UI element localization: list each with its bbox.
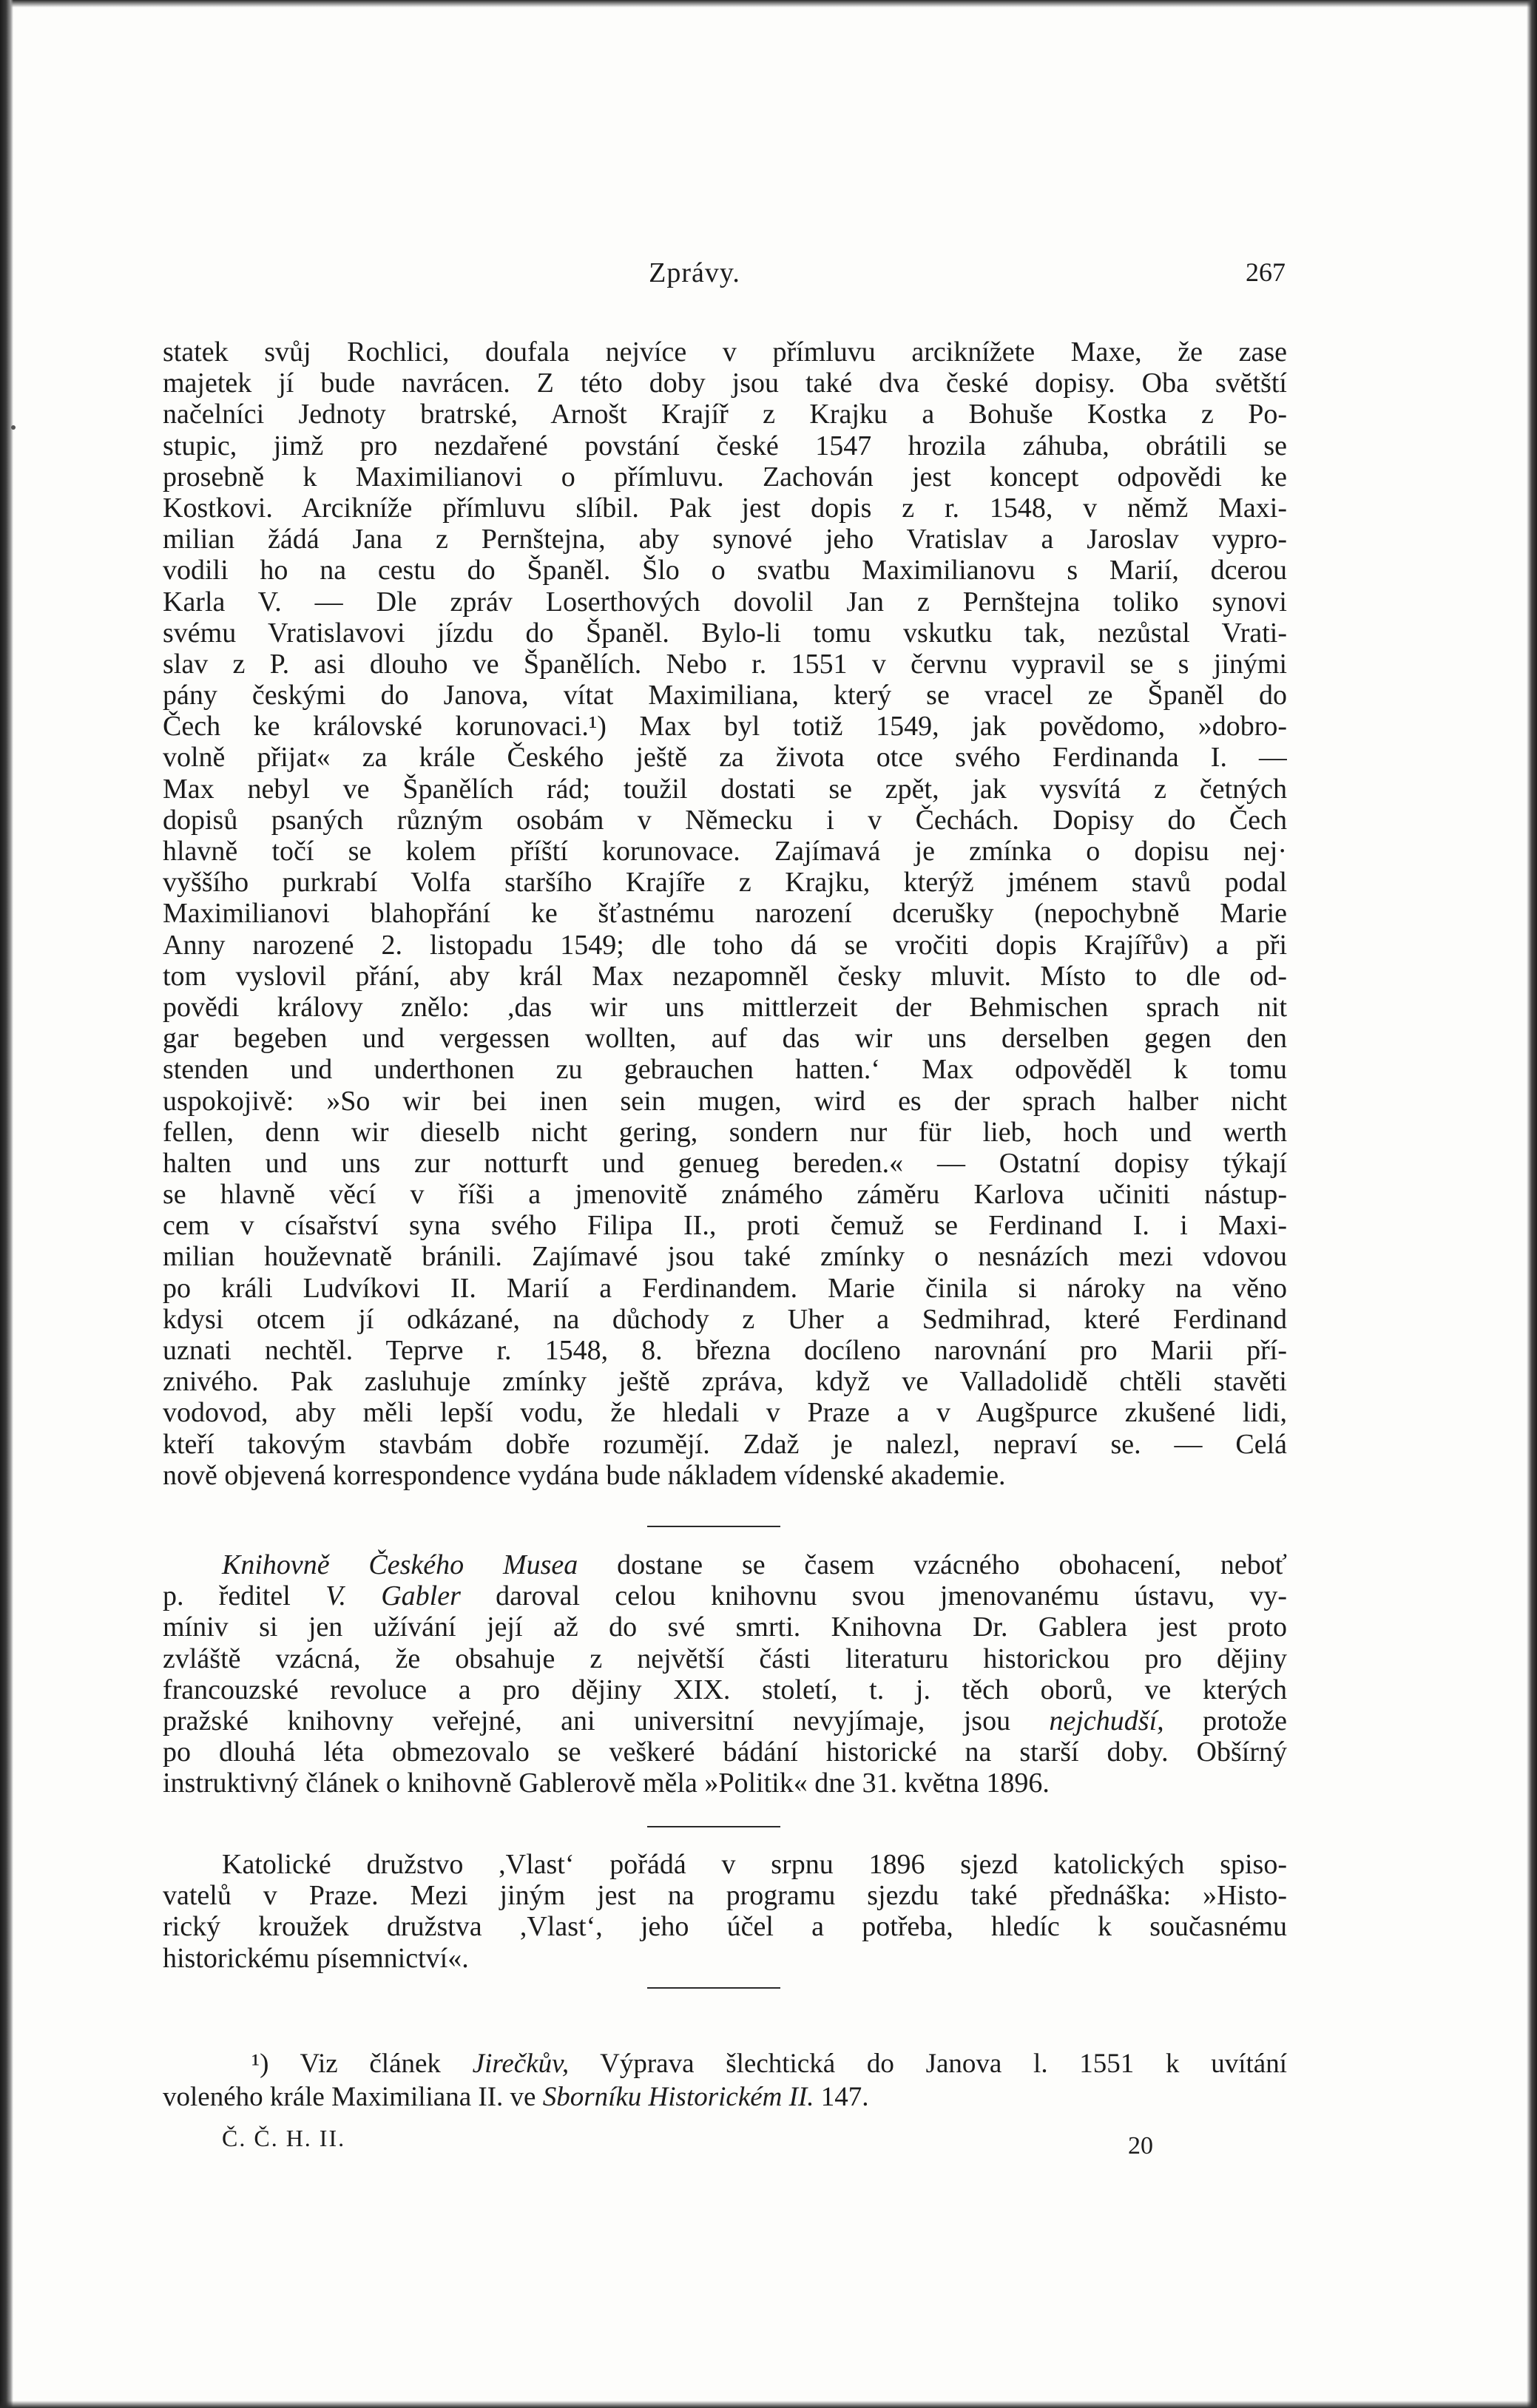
text-line: pány českými do Janova, vítat Maximiliana, který se vracel ze Španěl do (163, 680, 1287, 711)
text-line: gar begeben und vergessen wollten, auf das wir uns derselben gegen den (163, 1023, 1287, 1055)
text-line: dopisů psaných různým osobám v Německu i v Čechách. Dopisy do Čech (163, 804, 1287, 836)
text-line: se hlavně věcí v říši a jmenovitě známého záměru Karlova učiniti nástup- (163, 1179, 1287, 1211)
text-line: povědi královy znělo: ,das wir uns mittlerzeit der Behmischen sprach nit (163, 991, 1287, 1023)
text-line: stupic, jimž pro nezdařené povstání české 1547 hrozila záhuba, obrátili se (163, 430, 1287, 461)
text-line: vodovod, aby měli lepší vodu, že hledali v Praze a v Augšpurce zkušené lidi, (163, 1397, 1287, 1429)
footnote (163, 2047, 1287, 2114)
text-line: uspokojivě: »So wir bei inen sein mugen, wird es der sprach halber nicht (163, 1085, 1287, 1117)
scan-edge-left (0, 0, 13, 2408)
text-line: Katolické družstvo ,Vlast‘ pořádá v srpnu 1896 sjezd katolických spiso- (222, 1849, 1287, 1880)
sheet-number: 20 (1128, 2132, 1153, 2160)
paragraph-congress (163, 1849, 1287, 1974)
text-line: vodili ho na cestu do Španěl. Šlo o svatbu Maximilianovu s Marií, dcerou (163, 555, 1287, 586)
text-line (163, 1549, 1287, 1580)
text-line: Čech ke královské korunovaci.¹) Max byl totiž 1549, jak povědomo, »dobro- (163, 711, 1287, 743)
text-line: historickému písemnictví«. (163, 1942, 469, 1974)
text-line: kdysi otcem jí odkázané, na důchody z Uher a Sedmihrad, které Ferdinand (163, 1303, 1287, 1335)
text-line: hlavně točí se kolem příští korunovace. Zajímavá je zmínka o dopisu nej· (163, 836, 1287, 867)
text-line (163, 1580, 1287, 1611)
scan-edge-right (1527, 0, 1537, 2408)
text-run: protože (1203, 1705, 1287, 1736)
text-line: Karla V. — Dle zpráv Loserthových dovolil Jan z Pernštejna toliko synovi (163, 586, 1287, 618)
printer-signature: Č. Č. H. II. (222, 2125, 346, 2151)
footnote-line (163, 2047, 1287, 2080)
text-line: tom vyslovil přání, aby král Max nezapomněl česky mluvit. Místo to dle od- (163, 960, 1287, 992)
text-run: daroval celou knihovnu svou jmenovanému ústavu, vy- (496, 1580, 1287, 1612)
scan-edge-top (0, 0, 1537, 7)
footnote-marker: ¹) (251, 2049, 269, 2079)
text-line: Maximilianovi blahopřání ke šťastnému narození dcerušky (nepochybně Marie (163, 898, 1287, 930)
section-divider (647, 1526, 780, 1527)
text-line: po králi Ludvíkovi II. Marií a Ferdinandem. Marie činila si nároky na věno (163, 1272, 1287, 1304)
section-divider (647, 1987, 780, 1989)
scan-speck (11, 425, 16, 430)
text-line: po dlouhá léta obmezovalo se veškeré bádání historické na starší doby. Obšírný (163, 1736, 1287, 1768)
text-line: znivého. Pak zasluhuje zmínky ještě zpráva, když ve Valladolidě chtěli stavěti (163, 1366, 1287, 1398)
text-run: dostane se časem vzácného obohacení, neboť (617, 1549, 1287, 1580)
text-run: 147. (820, 2082, 869, 2112)
text-line: milian houževnatě bránili. Zajímavé jsou také zmínky o nesnázích mezi vdovou (163, 1241, 1287, 1273)
text-line: volně přijat« za krále Českého ještě za života otce svého Ferdinanda I. — (163, 742, 1287, 774)
text-line: halten und uns zur notturft und genueg bereden.« — Ostatní dopisy týkají (163, 1147, 1287, 1179)
italic-name: V. Gabler (325, 1580, 461, 1612)
text-line: uznati nechtěl. Teprve r. 1548, 8. března docíleno narovnání pro Marii pří- (163, 1335, 1287, 1366)
footnote-line (163, 2080, 1287, 2114)
italic-word: nejchudší, (1049, 1705, 1164, 1736)
text-run: Viz článek (300, 2049, 441, 2079)
text-line: svému Vratislavovi jízdu do Španěl. Bylo-li tomu vskutku tak, nezůstal Vrati- (163, 617, 1287, 649)
text-line: Max nebyl ve Španělích rád; toužil dostati se zpět, jak vysvítá z četných (163, 773, 1287, 805)
text-line: statek svůj Rochlici, doufala nejvíce v přímluvu arciknížete Maxe, že zase (163, 336, 1287, 368)
text-line: milian žádá Jana z Pernštejna, aby synové jeho Vratislav a Jaroslav vypro- (163, 524, 1287, 555)
text-line: prosebně k Maximilianovi o přímluvu. Zachován jest koncept odpovědi ke (163, 461, 1287, 493)
text-run: voleného krále Maximiliana II. ve (163, 2082, 536, 2112)
text-line: instruktivný článek o knihovně Gablerově měla »Politik« dne 31. května 1896. (163, 1768, 1050, 1799)
italic-journal: Sborníku Historickém II. (542, 2082, 814, 2112)
page-number: 267 (1246, 257, 1286, 287)
text-run: Výprava šlechtická do Janova l. 1551 k uvítání (600, 2049, 1287, 2079)
text-line: stenden und underthonen zu gebrauchen hatten.‘ Max odpověděl k tomu (163, 1054, 1287, 1086)
running-title: Zprávy. (649, 257, 740, 288)
section-divider (647, 1826, 780, 1827)
text-line: francouzské revoluce a pro dějiny XIX. století, t. j. těch oborů, ve kterých (163, 1674, 1287, 1705)
italic-phrase: Knihovně Českého Musea (222, 1549, 578, 1580)
text-line: nově objevená korrespondence vydána bude nákladem vídenské akademie. (163, 1459, 1006, 1491)
text-line: vatelů v Praze. Mezi jiným jest na programu sjezdu také přednáška: »Histo- (163, 1880, 1287, 1912)
text-line: Anny narozené 2. listopadu 1549; dle toho dá se vročiti dopis Krajířův) a při (163, 929, 1287, 961)
text-line (163, 1705, 1287, 1736)
text-line: zvláště vzácná, že obsahuje z největší části literaturu historickou pro dějiny (163, 1643, 1287, 1674)
scan-edge-bottom (0, 2401, 1537, 2408)
text-line: Kostkovi. Arcikníže přímluvu slíbil. Pak jest dopis z r. 1548, v němž Maxi- (163, 492, 1287, 524)
text-line: cem v císařství syna svého Filipa II., proti čemuž se Ferdinand I. i Maxi- (163, 1210, 1287, 1242)
text-line: kteří takovým stavbám dobře rozumějí. Zdaž je nalezl, nepraví se. — Celá (163, 1428, 1287, 1460)
text-line: rický kroužek družstva ,Vlast‘, jeho účel a potřeba, hledíc k současnému (163, 1911, 1287, 1943)
text-line: načelníci Jednoty bratrské, Arnošt Krajíř z Krajku a Bohuše Kostka z Po- (163, 399, 1287, 430)
text-line: majetek jí bude navrácen. Z této doby jsou také dva české dopisy. Oba svĕtští (163, 368, 1287, 399)
text-line: slav z P. asi dlouho ve Španělích. Nebo r. 1551 v červnu vypravil se s jinými (163, 648, 1287, 680)
italic-author: Jirečkův, (472, 2049, 570, 2079)
text-line: vyššího purkrabí Volfa staršího Krajíře z Krajku, kterýž jménem stavů podal (163, 867, 1287, 899)
text-line: míniv si jen užívání její až do své smrti. Knihovna Dr. Gablera jest proto (163, 1611, 1287, 1643)
text-run: pražské knihovny veřejné, ani universitní nevyjímaje, jsou (163, 1705, 1011, 1736)
paragraph-letters (163, 336, 1287, 1491)
text-run: p. ředitel (163, 1580, 291, 1612)
paragraph-museum-library (163, 1549, 1287, 1799)
text-line: fellen, denn wir dieselb nicht gering, sondern nur für lieb, hoch und werth (163, 1116, 1287, 1148)
